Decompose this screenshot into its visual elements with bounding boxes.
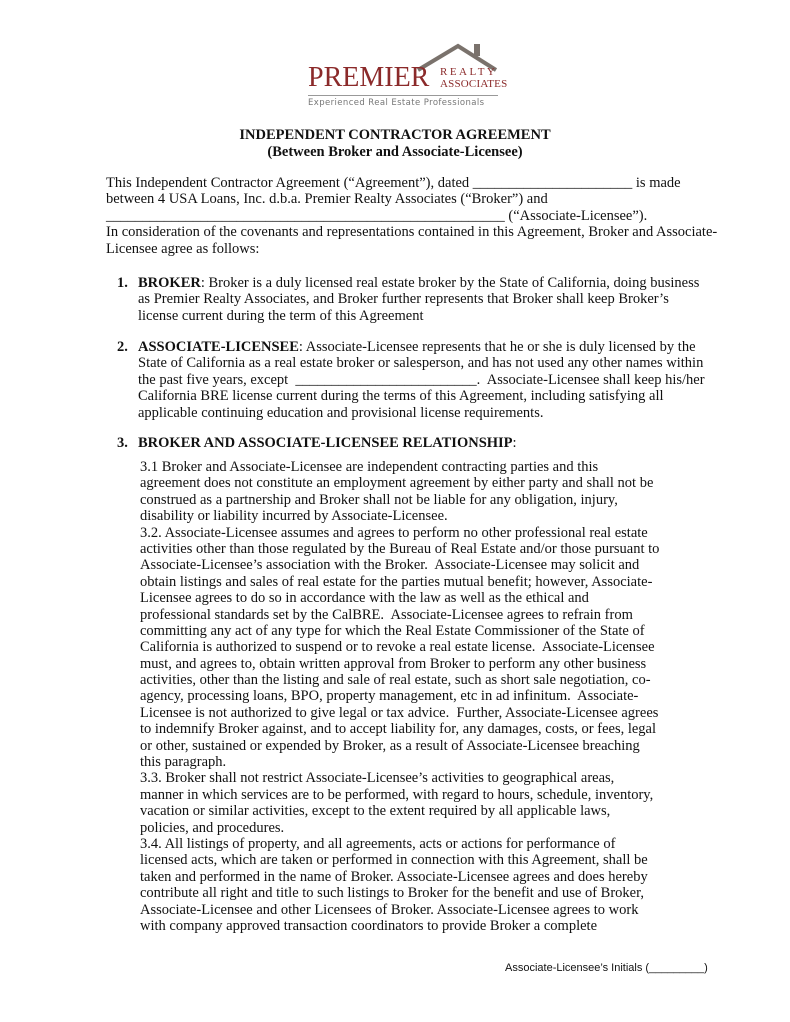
section-line: to indemnify Broker against, and to accept liability for, any damages, costs, or fees, legal: [140, 721, 657, 738]
section-line: State of California as a real estate broker or salesperson, and has not used any other names within: [138, 355, 704, 372]
section-line: Associate-Licensee and other Licensees of Broker. Associate-Licensee agrees to work: [140, 901, 639, 918]
section-line: construed as a partnership and Broker shall not be liable for any obligation, injury,: [140, 491, 618, 508]
section-line: the past five years, except _________________________. Associate-Licensee shall keep his/her: [138, 371, 705, 388]
section-relationship-heading: [138, 435, 517, 451]
intro-paragraph: [106, 175, 717, 257]
section-number: 1.: [117, 275, 128, 291]
section-line: manner in which services are to be performed, with regard to hours, schedule, inventory,: [140, 786, 654, 803]
section-line: Associate-Licensee’s association with the Broker. Associate-Licensee may solicit and: [140, 557, 640, 574]
section-line: : Associate-Licensee represents that he or she is duly licensed by the: [298, 339, 696, 355]
intro-line: Licensee agree as follows:: [106, 240, 260, 257]
section-line: taken and performed in the name of Broker. Associate-Licensee agrees and does hereby: [140, 868, 648, 885]
section-line: must, and agrees to, obtain written approval from Broker to perform any other business: [140, 655, 647, 672]
logo-associates: ASSOCIATES: [440, 78, 508, 90]
section-line: 3.2. Associate-Licensee assumes and agrees to perform no other professional real estate: [140, 524, 648, 541]
document-subtitle: (Between Broker and Associate-Licensee): [267, 144, 523, 160]
section-line: committing any act of any type for which the Real Estate Commissioner of the State of: [140, 622, 645, 639]
section-line: this paragraph.: [140, 754, 227, 771]
section-line: activities other than those regulated by the Bureau of Real Estate and/or those pursuant to: [140, 540, 660, 557]
section-heading-suffix: :: [512, 435, 517, 451]
section-line: California is authorized to suspend or to revoke a real estate license. Associate-Licensee: [140, 639, 655, 656]
section-line: activities, other than the listing and sale of real estate, such as short sale negotiation, co-: [140, 672, 651, 689]
section-line: : Broker is a duly licensed real estate broker by the State of California, doing business: [200, 275, 700, 291]
section-line: contribute all right and title to such listings to Broker for the benefit and use of Broker,: [140, 885, 644, 902]
section-line: professional standards set by the CalBRE. Associate-Licensee agrees to refrain from: [140, 606, 633, 623]
intro-line: between 4 USA Loans, Inc. d.b.a. Premier Realty Associates (“Broker”) and: [106, 191, 548, 208]
section-line: California BRE license current during the terms of this Agreement, including satisfying all: [138, 388, 664, 405]
section-line: Licensee agrees to do so in accordance with the law as well as the ethical and: [140, 590, 589, 607]
section-relationship-body: [140, 459, 659, 934]
section-line: applicable continuing education and provisional license requirements.: [138, 404, 544, 421]
intro-line: This Independent Contractor Agreement (“Agreement”), dated ______________________ is made: [106, 175, 681, 191]
section-heading: BROKER: [138, 275, 201, 291]
section-line: with company approved transaction coordinators to provide Broker a complete: [140, 917, 598, 934]
section-line: policies, and procedures.: [140, 819, 285, 836]
logo-realty: REALTY: [440, 66, 498, 78]
logo-brand: PREMIER: [308, 62, 430, 93]
section-line: 3.3. Broker shall not restrict Associate-Licensee’s activities to geographical areas,: [140, 770, 615, 787]
section-line: as Premier Realty Associates, and Broker further represents that Broker shall keep Broker’s: [138, 291, 669, 308]
section-heading: BROKER AND ASSOCIATE-LICENSEE RELATIONSHIP: [138, 435, 513, 451]
section-heading: ASSOCIATE-LICENSEE: [138, 339, 299, 355]
intro-line: In consideration of the covenants and representations contained in this Agreement, Broker and Associate-: [106, 224, 718, 241]
section-associate-licensee: [138, 339, 705, 421]
document-title: INDEPENDENT CONTRACTOR AGREEMENT: [239, 127, 551, 143]
section-line: vacation or similar activities, except to the extent required by all applicable laws,: [140, 803, 611, 820]
logo-tagline: Experienced Real Estate Professionals: [308, 98, 485, 108]
section-line: or other, sustained or expended by Broker, as a result of Associate-Licensee breaching: [140, 737, 640, 754]
section-number: 2.: [117, 339, 128, 355]
initials-field: Associate-Licensee’s Initials (_________): [505, 962, 708, 974]
section-line: agency, processing loans, BPO, property management, etc in ad infinitum. Associate-: [140, 688, 639, 705]
section-number: 3.: [117, 435, 128, 451]
section-broker: [138, 275, 699, 324]
section-line: disability or liability incurred by Associate-Licensee.: [140, 508, 448, 525]
section-line: obtain listings and sales of real estate for the parties mutual benefit; however, Associate-: [140, 573, 653, 590]
section-line: Licensee is not authorized to give legal or tax advice. Further, Associate-Licensee agrees: [140, 704, 659, 721]
section-line: licensed acts, which are taken or performed in connection with this Agreement, shall be: [140, 852, 648, 869]
logo-divider: [308, 95, 498, 96]
intro-line: _______________________________________________________ (“Associate-Licensee”).: [106, 207, 648, 224]
section-line: license current during the term of this Agreement: [138, 307, 424, 324]
section-line: 3.4. All listings of property, and all agreements, acts or actions for performance of: [140, 835, 616, 852]
section-line: agreement does not constitute an employment agreement by either party and shall not be: [140, 475, 654, 492]
section-line: 3.1 Broker and Associate-Licensee are independent contracting parties and this: [140, 459, 599, 475]
company-logo: [300, 40, 510, 120]
